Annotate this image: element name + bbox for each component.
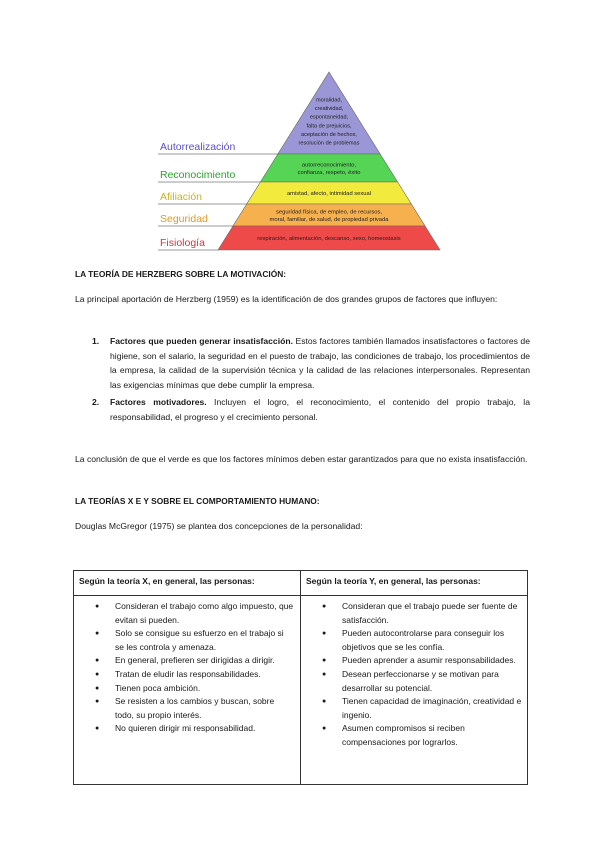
list-item [75, 395, 530, 424]
pyramid-level-text: aceptación de hechos, [301, 131, 357, 138]
pyramid-level-text: moralidad, [315, 97, 343, 104]
list-item: ● Consideran que el trabajo puede ser fuente de satisfacción. [306, 600, 522, 627]
item-title: Factores motivadores. [110, 397, 207, 408]
herzberg-heading: LA TEORÍA DE HERZBERG SOBRE LA MOTIVACIÓN: [75, 269, 287, 279]
pyramid-level-text: falta de prejuicios, [306, 123, 352, 130]
list-item: ● Tratan de eludir las responsabilidades. [79, 668, 295, 682]
item-text: Incluyen el logro, el reconocimiento, el contenido del propio trabajo, la responsabilidad, el progreso y el crecimiento personal. [110, 397, 530, 422]
list-item: ● Consideran el trabajo como algo impuesto, que evitan si pueden. [79, 600, 295, 627]
x-theory-cell [74, 596, 301, 785]
pyramid-level-text: respiración, alimentación, descanso, sexo, homeostasis [257, 236, 401, 242]
list-item: ● En general, prefieren ser dirigidas a dirigir. [79, 654, 295, 668]
xy-theory-table [73, 570, 528, 785]
pyramid-label: Afiliación [160, 191, 203, 203]
pyramid-level-text: confianza, respeto, éxito [297, 169, 361, 176]
list-item: ● Pueden aprender a asumir responsabilidades. [306, 654, 522, 668]
pyramid-level-text: creatividad, [314, 106, 344, 113]
list-item: ● Se resisten a los cambios y buscan, sobre todo, su propio interés. [79, 695, 295, 722]
factors-list [75, 334, 530, 428]
x-theory-list [79, 600, 295, 736]
list-item: ● Solo se consigue su esfuerzo en el trabajo si se les controla y amenaza. [79, 627, 295, 654]
item-number: 1. [92, 336, 100, 346]
pyramid-level-text: seguridad física, de empleo, de recursos, [275, 209, 383, 216]
pyramid-level-text: amistad, afecto, intimidad sexual [286, 191, 372, 197]
pyramid-label: Autorrealización [160, 141, 236, 153]
item-title: Factores que pueden generar insatisfacción. [110, 336, 293, 346]
y-theory-cell [301, 596, 528, 785]
list-item: ● Tienen capacidad de imaginación, creatividad e ingenio. [306, 695, 522, 722]
y-theory-header: Según la teoría Y, en general, las personas: [301, 571, 528, 596]
pyramid-label: Seguridad [160, 213, 208, 225]
list-item: ● Tienen poca ambición. [79, 682, 295, 696]
pyramid-label: Fisiología [160, 237, 205, 249]
list-item: ● No quieren dirigir mi responsabilidad. [79, 722, 295, 736]
item-text: Estos factores también llamados insatisfactores o factores de higiene, son el salario, la seguridad en el puesto de trabajo, las condiciones de trabajo, los procedimientos de la empresa, la calidad de la supervisión técnica y la calidad de las relaciones interpersonales. Representan las exigencias mínimas que debe cumplir la empresa. [110, 336, 530, 390]
xy-heading: LA TEORÍAS X E Y SOBRE EL COMPORTAMIENTO HUMANO: [75, 496, 320, 506]
y-theory-list [306, 600, 522, 750]
list-item: ● Desean perfeccionarse y se motivan para desarrollar su potencial. [306, 668, 522, 695]
pyramid-level-text: autorreconocimiento, [301, 162, 357, 169]
herzberg-conclusion: La conclusión de que el verde es que los factores mínimos deben estar garantizados para que no exista insatisfacción. [75, 454, 528, 464]
list-item: ● Pueden autocontrolarse para conseguir los objetivos que se les confía. [306, 627, 522, 654]
herzberg-intro: La principal aportación de Herzberg (1959) es la identificación de dos grandes grupos de factores que influyen: [75, 294, 498, 304]
x-theory-header: Según la teoría X, en general, las personas: [74, 571, 301, 596]
pyramid-label: Reconocimiento [160, 169, 236, 181]
xy-intro: Douglas McGregor (1975) se plantea dos concepciones de la personalidad: [75, 521, 363, 531]
pyramid-level-text: espontaneidad, [309, 114, 349, 121]
list-item: ● Asumen compromisos si reciben compensaciones por lograrlos. [306, 722, 522, 749]
pyramid-level-text: moral, familiar, de salud, de propiedad privada [269, 216, 389, 223]
maslow-pyramid-figure [150, 68, 450, 258]
item-number: 2. [92, 397, 100, 408]
pyramid-level-text: resolución de problemas [298, 140, 360, 147]
list-item [75, 334, 530, 392]
